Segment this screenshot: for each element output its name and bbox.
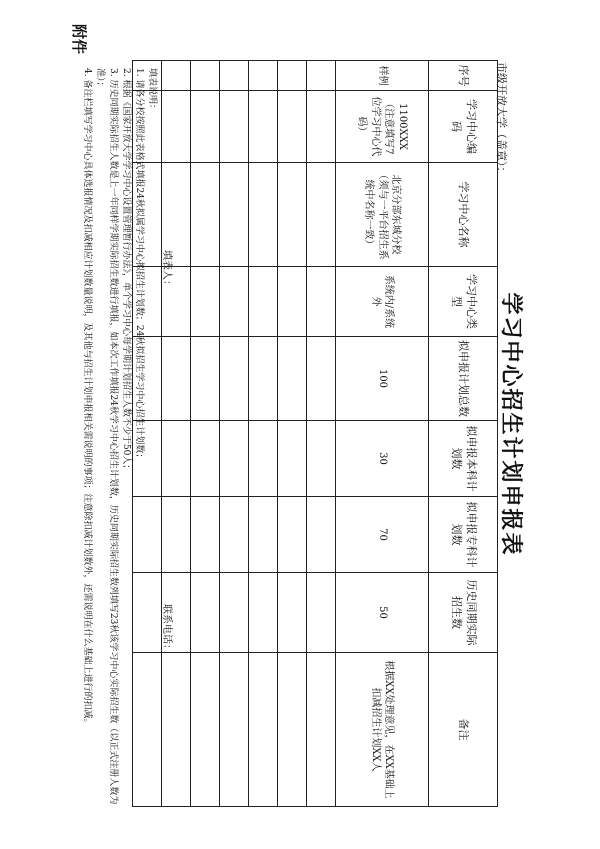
fill-instructions <box>80 68 158 808</box>
header-cell: 拟申报计划总数 <box>429 337 498 421</box>
header-cell: 序号 <box>429 61 498 91</box>
table-row-blank <box>278 61 307 807</box>
enrollment-plan-table <box>132 60 498 807</box>
header-cell: 备注 <box>429 653 498 807</box>
table-cell-empty <box>307 497 336 573</box>
note-item: 3. 历史同期实际招生人数是上一年同样学期实际招生数进行填报，如本次工作填报24秋学习中心招生计划数，历史同期实际招生数列填写23秋该学习中心实际招生数（以正式注册人数为准）； <box>94 68 118 805</box>
table-cell-empty <box>249 267 278 337</box>
note-item: 4. 备注栏填写学习中心具体选报情况及扣减相应计划数量说明，及其他与招生计划申报相关需说明的事项；注意除扣减计划数外，还需说明在什么基础上进行的扣减。 <box>81 68 92 728</box>
table-cell-empty <box>307 653 336 807</box>
table-cell: 50 <box>336 573 429 653</box>
table-cell-empty <box>278 61 307 91</box>
table-cell-empty <box>307 573 336 653</box>
table-cell-empty <box>162 653 191 807</box>
table-cell-empty <box>278 91 307 163</box>
table-cell-empty <box>307 337 336 421</box>
table-cell-empty <box>191 653 220 807</box>
table-cell-empty <box>220 91 249 163</box>
header-cell: 历史同期实际招生数 <box>429 573 498 653</box>
table-cell-empty <box>162 421 191 497</box>
table-row-blank <box>249 61 278 807</box>
header-cell: 拟申报专科计划数 <box>429 497 498 573</box>
table-cell-empty <box>162 61 191 91</box>
table-cell-empty <box>191 337 220 421</box>
table-cell: 100 <box>336 337 429 421</box>
table-cell: 系统内/系统外 <box>336 267 429 337</box>
table-cell-empty <box>249 653 278 807</box>
table-cell-empty <box>162 91 191 163</box>
table-row-blank <box>162 61 191 807</box>
table-cell: 1100XXX（注意填写7位学习中心代码） <box>336 91 429 163</box>
table-cell: 根据XX处理意见，在XX基础上扣减招生计划XX人 <box>336 653 429 807</box>
table-cell-empty <box>220 267 249 337</box>
table-cell-empty <box>191 91 220 163</box>
table-cell-empty <box>220 421 249 497</box>
header-cell: 学习中心类型 <box>429 267 498 337</box>
table-cell-empty <box>220 573 249 653</box>
table-cell-empty <box>162 497 191 573</box>
note-item: 1. 请各分校按照此表格式填报24秋拟属学习中心拟招生计划数；24秋拟招生学习中心招生计划数； <box>133 68 144 463</box>
table-cell-empty <box>278 573 307 653</box>
table-cell: 30 <box>336 421 429 497</box>
table-cell-empty <box>249 337 278 421</box>
table-row-sample <box>336 61 429 807</box>
table-cell-empty <box>162 337 191 421</box>
page-title: 学习中心招生计划申报表 <box>498 292 523 557</box>
table-cell-empty <box>249 163 278 267</box>
header-cell: 学习中心编码 <box>429 91 498 163</box>
table-cell-empty <box>307 421 336 497</box>
header-cell: 学习中心名称 <box>429 163 498 267</box>
table-cell-empty <box>307 267 336 337</box>
table-cell-empty <box>220 337 249 421</box>
table-cell-empty <box>278 163 307 267</box>
table-cell-empty <box>278 337 307 421</box>
header-cell: 拟申报本科计划数 <box>429 421 498 497</box>
table-cell-empty <box>278 653 307 807</box>
note-item: 2. 根据《国家开放大学学习中心设置管理暂行办法》，单个学习中心每学期计划招生人数不少于50人； <box>120 68 131 474</box>
table-cell: 70 <box>336 497 429 573</box>
attachment-label: 附件 <box>70 24 88 55</box>
table-cell-empty <box>249 91 278 163</box>
table-row-blank <box>220 61 249 807</box>
table-cell-empty <box>191 61 220 91</box>
table-row-blank <box>307 61 336 807</box>
university-seal-line: 市级开放大学（盖章）： <box>495 62 508 178</box>
table-cell-empty <box>191 421 220 497</box>
table-cell-empty <box>191 497 220 573</box>
table-cell-empty <box>278 421 307 497</box>
table-cell-empty <box>220 653 249 807</box>
table-header-row <box>429 61 498 807</box>
table-cell-empty <box>191 267 220 337</box>
table-cell-empty <box>220 61 249 91</box>
table-cell-empty <box>249 497 278 573</box>
table-cell-empty <box>249 61 278 91</box>
table-cell-empty <box>191 573 220 653</box>
contact-phone-field: 联系电话： <box>161 604 172 654</box>
table-cell-empty <box>278 497 307 573</box>
table-cell-empty <box>220 497 249 573</box>
table-cell-empty <box>307 163 336 267</box>
table-row-blank <box>191 61 220 807</box>
table-cell: 样例 <box>336 61 429 91</box>
table-cell-empty <box>249 421 278 497</box>
table-cell-empty <box>278 267 307 337</box>
table-cell-empty <box>249 573 278 653</box>
table-cell: 北京分部东城分校（须与一平台招生系统中名称一致） <box>336 163 429 267</box>
table-cell-empty <box>191 163 220 267</box>
table-cell-empty <box>307 61 336 91</box>
table-cell-empty <box>220 163 249 267</box>
notes-heading: 填表说明： <box>147 68 157 114</box>
blank-rows <box>133 61 336 807</box>
filler-signature-field: 填表人： <box>161 250 172 290</box>
table-cell-empty <box>307 91 336 163</box>
